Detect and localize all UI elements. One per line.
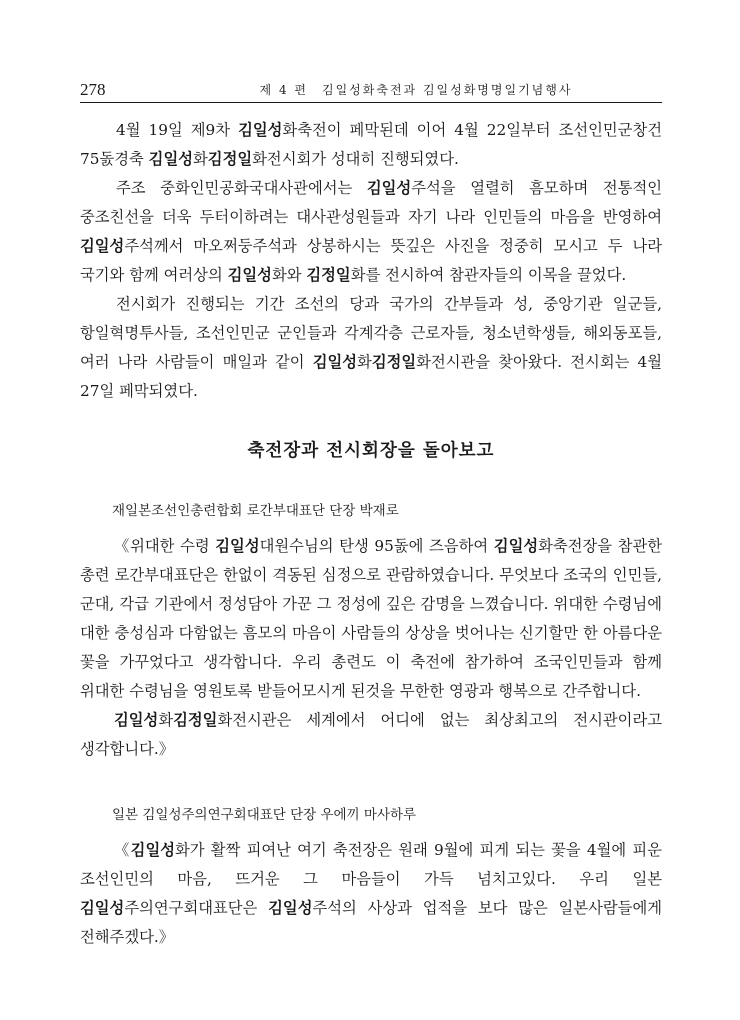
page-body	[80, 116, 662, 952]
section-title: 축전장과 전시회장을 돌아보고	[247, 441, 495, 461]
interview-speaker: 재일본조선인총련합회 로간부대표단 단장 박재로	[112, 503, 399, 519]
body-paragraph: 전시회가 진행되는 기간 조선의 당과 국가의 간부들과 성, 중앙기관 일군들, 항일혁명투사들, 조선인민군 군인들과 각계각층 근로자들, 청소년학생들, 해외동포들, 여러 나라 사람들이 매일과 같이 김일성화김정일화전시관을 찾아왔다. 전시회는 4월 27일 페막되였다.	[80, 295, 662, 400]
page-number: 278	[80, 80, 106, 99]
interview-quote: 《위대한 수령 김일성대원수님의 탄생 95돐에 즈음하여 김일성화축전장을 참관한 총련 로간부대표단은 한없이 격동된 심정으로 관람하였습니다. 무엇보다 조국의 인민들, 군대, 각급 기관에서 정성담아 가꾼 그 정성에 깊은 감명을 느꼈습니다. 위대한 수령님에 대한 충성심과 다함없는 흠모의 마음이 사람들의 상상을 벗어나는 신기할만 한 아름다운 꽃을 가꾸었다고 생각합니다. 우리 총련도 이 축전에 참가하여 조국인민들과 함께 위대한 수령님을 영원토록 받들어모시게 된것을 무한한 영광과 행복으로 간주합니다.	[80, 537, 663, 700]
running-title: 제 4 편 김일성화축전과 김일성화명명일기념행사	[259, 83, 573, 97]
page-header	[80, 78, 662, 103]
interview-speaker: 일본 김일성주의연구회대표단 단장 우에끼 마사하루	[112, 807, 417, 823]
interview-quote: 《김일성화가 활짝 피여난 여기 축전장은 원래 9월에 피게 되는 꽃을 4월에 피운 조선인민의 마음, 뜨거운 그 마음들이 가득 넘치고있다. 우리 일본 김일성주의연구회대표단은 김일성주석의 사상과 업적을 보다 많은 일본사람들에게 전해주겠다.》	[80, 841, 662, 946]
body-paragraph: 주조 중화인민공화국대사관에서는 김일성주석을 열렬히 흠모하며 전통적인 중조친선을 더욱 두터이하려는 대사관성원들과 자기 나라 인민들의 마음을 반영하여 김일성주석께서 마오쩌둥주석과 상봉하시는 뜻깊은 사진을 정중히 모시고 두 나라 국기와 함께 여러상의 김일성화와 김정일화를 전시하여 참관자들의 이목을 끌었다.	[80, 179, 662, 284]
body-paragraph: 4월 19일 제9차 김일성화축전이 페막된데 이어 4월 22일부터 조선인민군창건 75돐경축 김일성화김정일화전시회가 성대히 진행되였다.	[80, 121, 662, 168]
interview-quote: 김일성화김정일화전시관은 세계에서 어디에 없는 최상최고의 전시관이라고 생각합니다.》	[80, 711, 662, 758]
